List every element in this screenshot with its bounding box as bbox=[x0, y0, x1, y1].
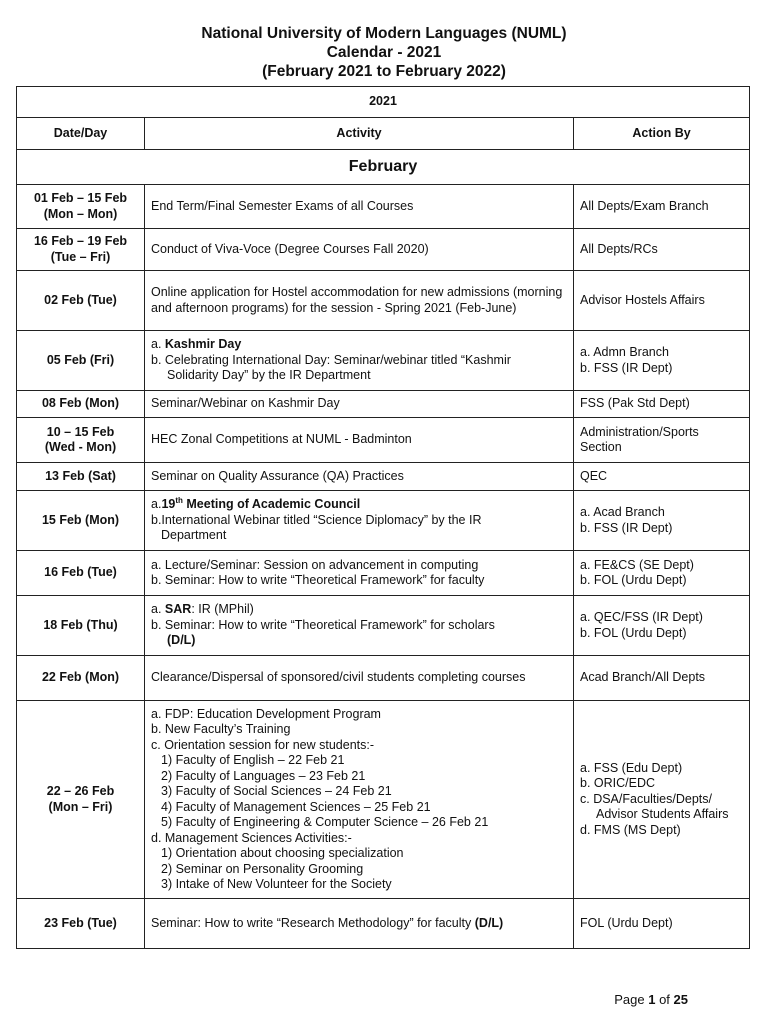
year-label: 2021 bbox=[17, 87, 750, 118]
table-row bbox=[17, 701, 750, 899]
table-row bbox=[17, 551, 750, 596]
page-number: Page 1 of 25 bbox=[614, 992, 688, 1007]
table-row bbox=[17, 331, 750, 391]
activity-cell: Seminar: How to write “Research Methodology” for faculty (D/L) bbox=[145, 899, 574, 949]
table-row bbox=[17, 418, 750, 463]
table-row bbox=[17, 391, 750, 418]
table-row bbox=[17, 229, 750, 271]
table-row bbox=[17, 596, 750, 656]
calendar-table bbox=[16, 86, 750, 949]
year-row bbox=[17, 87, 750, 118]
action-cell: a. FE&CS (SE Dept) b. FOL (Urdu Dept) bbox=[574, 551, 750, 596]
date-cell: 13 Feb (Sat) bbox=[17, 463, 145, 491]
action-cell: a. FSS (Edu Dept) b. ORIC/EDC c. DSA/Faculties/Depts/ Advisor Students Affairs d. FMS (MS Dept) bbox=[574, 701, 750, 899]
activity-cell: a. FDP: Education Development Program b. New Faculty’s Training c. Orientation session for new students:- 1) Faculty of English – 22 Feb 21 2) Faculty of Languages – 23 Feb 21 3) Faculty of Social Sciences – 24 Feb 21 4) Faculty of Management Sciences – 25 Feb 21 5) Faculty of Engineering & Computer Science – 26 Feb 21 d. Management Sciences Activities:- 1) Orientation about choosing specialization 2) Seminar on Personality Grooming 3) Intake of New Volunteer for the Society bbox=[145, 701, 574, 899]
activity-cell: Seminar/Webinar on Kashmir Day bbox=[145, 391, 574, 418]
date-cell: 02 Feb (Tue) bbox=[17, 271, 145, 331]
col-action-header: Action By bbox=[574, 118, 750, 150]
activity-cell: End Term/Final Semester Exams of all Courses bbox=[145, 185, 574, 229]
table-row bbox=[17, 899, 750, 949]
date-cell: 23 Feb (Tue) bbox=[17, 899, 145, 949]
action-cell: QEC bbox=[574, 463, 750, 491]
action-cell: FSS (Pak Std Dept) bbox=[574, 391, 750, 418]
action-cell: a. QEC/FSS (IR Dept) b. FOL (Urdu Dept) bbox=[574, 596, 750, 656]
header-row bbox=[17, 118, 750, 150]
activity-cell: a. Kashmir Day b. Celebrating International Day: Seminar/webinar titled “Kashmir Solidarity Day” by the IR Department bbox=[145, 331, 574, 391]
table-row bbox=[17, 656, 750, 701]
action-cell: All Depts/RCs bbox=[574, 229, 750, 271]
date-cell: 08 Feb (Mon) bbox=[17, 391, 145, 418]
col-activity-header: Activity bbox=[145, 118, 574, 150]
table-row bbox=[17, 271, 750, 331]
action-cell: All Depts/Exam Branch bbox=[574, 185, 750, 229]
activity-cell: Conduct of Viva-Voce (Degree Courses Fall 2020) bbox=[145, 229, 574, 271]
col-date-header: Date/Day bbox=[17, 118, 145, 150]
date-cell: 22 Feb (Mon) bbox=[17, 656, 145, 701]
list-item: 4) Faculty of Management Sciences – 25 Feb 21 bbox=[161, 799, 431, 814]
table-row bbox=[17, 491, 750, 551]
date-cell: 22 – 26 Feb (Mon – Fri) bbox=[17, 701, 145, 899]
date-cell: 01 Feb – 15 Feb (Mon – Mon) bbox=[17, 185, 145, 229]
list-item: 2) Faculty of Languages – 23 Feb 21 bbox=[161, 768, 366, 783]
activity-cell: a.19th Meeting of Academic Council b.International Webinar titled “Science Diplomacy” by the IR Department bbox=[145, 491, 574, 551]
month-row bbox=[17, 150, 750, 185]
date-cell: 16 Feb – 19 Feb (Tue – Fri) bbox=[17, 229, 145, 271]
action-cell: Acad Branch/All Depts bbox=[574, 656, 750, 701]
list-item: 2) Seminar on Personality Grooming bbox=[161, 861, 364, 876]
month-label: February bbox=[17, 150, 750, 185]
date-cell: 18 Feb (Thu) bbox=[17, 596, 145, 656]
activity-cell: a. Lecture/Seminar: Session on advancement in computing b. Seminar: How to write “Theoretical Framework” for faculty bbox=[145, 551, 574, 596]
activity-cell: HEC Zonal Competitions at NUML - Badminton bbox=[145, 418, 574, 463]
table-row bbox=[17, 463, 750, 491]
date-cell: 05 Feb (Fri) bbox=[17, 331, 145, 391]
action-cell: FOL (Urdu Dept) bbox=[574, 899, 750, 949]
university-title: National University of Modern Languages (NUML) bbox=[201, 25, 567, 42]
action-cell: Advisor Hostels Affairs bbox=[574, 271, 750, 331]
list-item: 3) Faculty of Social Sciences – 24 Feb 21 bbox=[161, 784, 392, 798]
activity-cell: a. SAR: IR (MPhil) b. Seminar: How to write “Theoretical Framework” for scholars (D/L) bbox=[145, 596, 574, 656]
date-cell: 15 Feb (Mon) bbox=[17, 491, 145, 551]
list-item: 1) Orientation about choosing specialization bbox=[161, 846, 404, 860]
table-row bbox=[17, 185, 750, 229]
list-item: 1) Faculty of English – 22 Feb 21 bbox=[161, 753, 345, 767]
document-header bbox=[0, 24, 768, 81]
activity-cell: Seminar on Quality Assurance (QA) Practices bbox=[145, 463, 574, 491]
activity-cell: Online application for Hostel accommodation for new admissions (morning and afternoon programs) for the session - Spring 2021 (Feb-June) bbox=[145, 271, 574, 331]
action-cell: a. Admn Branch b. FSS (IR Dept) bbox=[574, 331, 750, 391]
activity-cell: Clearance/Dispersal of sponsored/civil students completing courses bbox=[145, 656, 574, 701]
action-cell: a. Acad Branch b. FSS (IR Dept) bbox=[574, 491, 750, 551]
date-cell: 10 – 15 Feb (Wed - Mon) bbox=[17, 418, 145, 463]
calendar-title: Calendar - 2021 bbox=[326, 44, 442, 61]
action-cell: Administration/Sports Section bbox=[574, 418, 750, 463]
calendar-period: (February 2021 to February 2022) bbox=[262, 63, 506, 80]
date-cell: 16 Feb (Tue) bbox=[17, 551, 145, 596]
list-item: 5) Faculty of Engineering & Computer Science – 26 Feb 21 bbox=[161, 815, 489, 829]
list-item: 3) Intake of New Volunteer for the Society bbox=[161, 877, 392, 891]
